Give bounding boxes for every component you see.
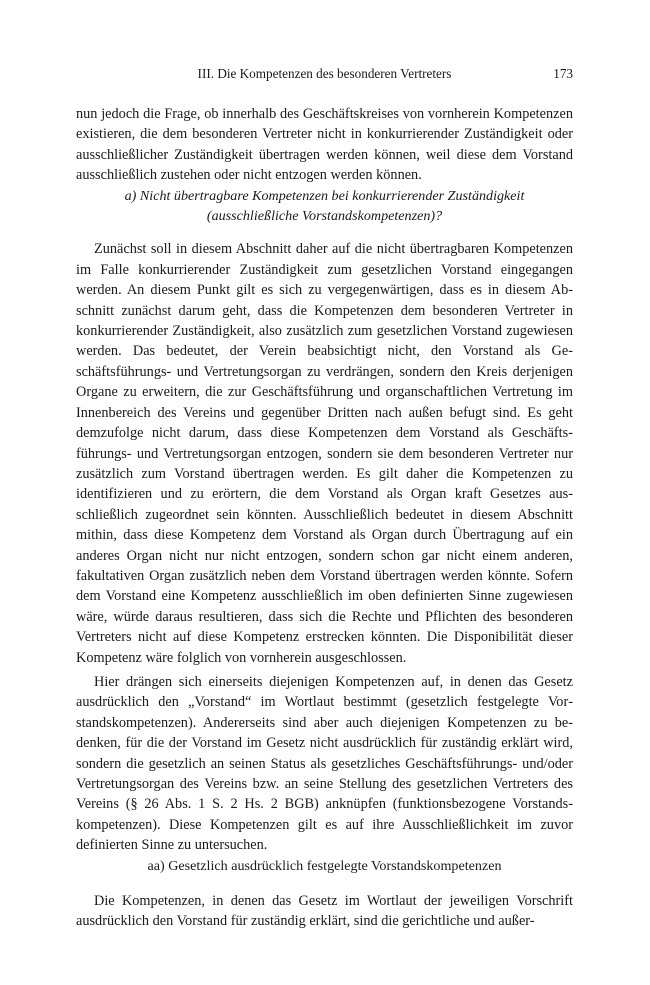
paragraph: Die Kompetenzen, in denen das Gesetz im Wortlaut der jeweiligen Vorschrift ausdrücklich den Vorstand für zuständig erklärt, sind die gerichtliche und außer- — [76, 893, 573, 930]
subsection-heading-aa: aa) Gesetzlich ausdrücklich festgelegte Vorstandskompetenzen — [147, 857, 502, 874]
body-text — [76, 104, 573, 932]
paragraph-continuation: nun jedoch die Frage, ob innerhalb des Geschäftskreises von vornherein Kompetenzen existieren, die dem besonderen Vertreter nicht in konkurrierender Zuständigkeit oder ausschließlicher Zuständigkeit übertragen werden können, weil diese dem Vorstand ausschließlich zustehen oder nicht entzogen werden können. — [76, 106, 573, 184]
paragraph: Zunächst soll in diesem Abschnitt daher auf die nicht übertragbaren Kompetenzen im Falle konkurrierender Zuständigkeit zum gesetzlichen Vorstand eingegangen werden. An diesem Punkt gilt es sich zu vergegenwärtigen, dass es in diesem Abschnitt zunächst darum geht, dass die Kompetenzen dem besonderen Vertreter in konkurrierender Zuständigkeit, also zusätzlich zum gesetzlichen Vorstand zugewiesen werden. Das bedeutet, der Verein beabsichtigt nicht, den Vorstand als Geschäftsführungs- und Vertretungsorgan zu verdrängen, sondern den Kreis derjenigen Organe zu erweitern, die zur Geschäftsführung und organschaftlichen Vertretung im Innenbereich des Vereins und gegenüber Dritten nach außen befugt sind. Es geht demzufolge nicht darum, dass diese Kompetenzen dem Vorstand als Geschäftsführungs- und Vertretungsorgan entzogen, sondern sie dem besonderen Vertreter nur zusätzlich zum Vorstand übertragen werden. Es gilt daher die Kompetenzen zu identifizieren und zu erörtern, die dem Vorstand als Organ kraft Gesetzes ausschließlich zugeordnet sein könnten. Ausschließlich bedeutet in diesem Abschnitt mithin, dass diese Kompetenz dem Vorstand als Organ durch Übertragung auf ein anderes Organ nicht nur nicht entzogen, sondern schon gar nicht einem anderen, fakultativen Organ zusätzlich neben dem Vorstand übertragen werden könnte. Sofern dem Vorstand eine Kompetenz ausschließlich im oben definierten Sinne zugewiesen wäre, würde daraus resultieren, dass sich die Rechte und Pflichten des besonderen Vertreters nicht auf diese Kompetenz erstrecken könnten. Die Disponibilität dieser Kompetenz wäre folglich von vornherein ausgeschlossen. — [76, 241, 573, 666]
section-heading-a: a) Nicht übertragbare Kompetenzen bei konkurrierender Zuständigkeit (ausschließliche Vorstandskompetenzen)? — [124, 187, 525, 225]
page-number: 173 — [553, 66, 573, 81]
paragraph: Hier drängen sich einerseits diejenigen Kompetenzen auf, in denen das Gesetz ausdrücklich den „Vorstand“ im Wortlaut bestimmt (gesetzlich festgelegte Vorstandskompetenzen). Andererseits sind aber auch diejenigen Kompetenzen zu bedenken, für die der Vorstand im Gesetz nicht ausdrücklich für zuständig erklärt wird, sondern die gesetzlich an seinen Status als gesetzliches Geschäftsführungs- und/oder Vertretungsorgan des Vereins bzw. an seine Stellung des gesetzlichen Vertreters des Vereins (§ 26 Abs. 1 S. 2 Hs. 2 BGB) anknüpfen (funktionsbezogene Vorstandskompetenzen). Diese Kompetenzen gilt es auf ihre Ausschließlichkeit im zuvor definierten Sinne zu untersuchen. — [76, 673, 573, 854]
running-title: III. Die Kompetenzen des besonderen Vertreters — [197, 66, 452, 81]
running-header — [76, 64, 573, 84]
